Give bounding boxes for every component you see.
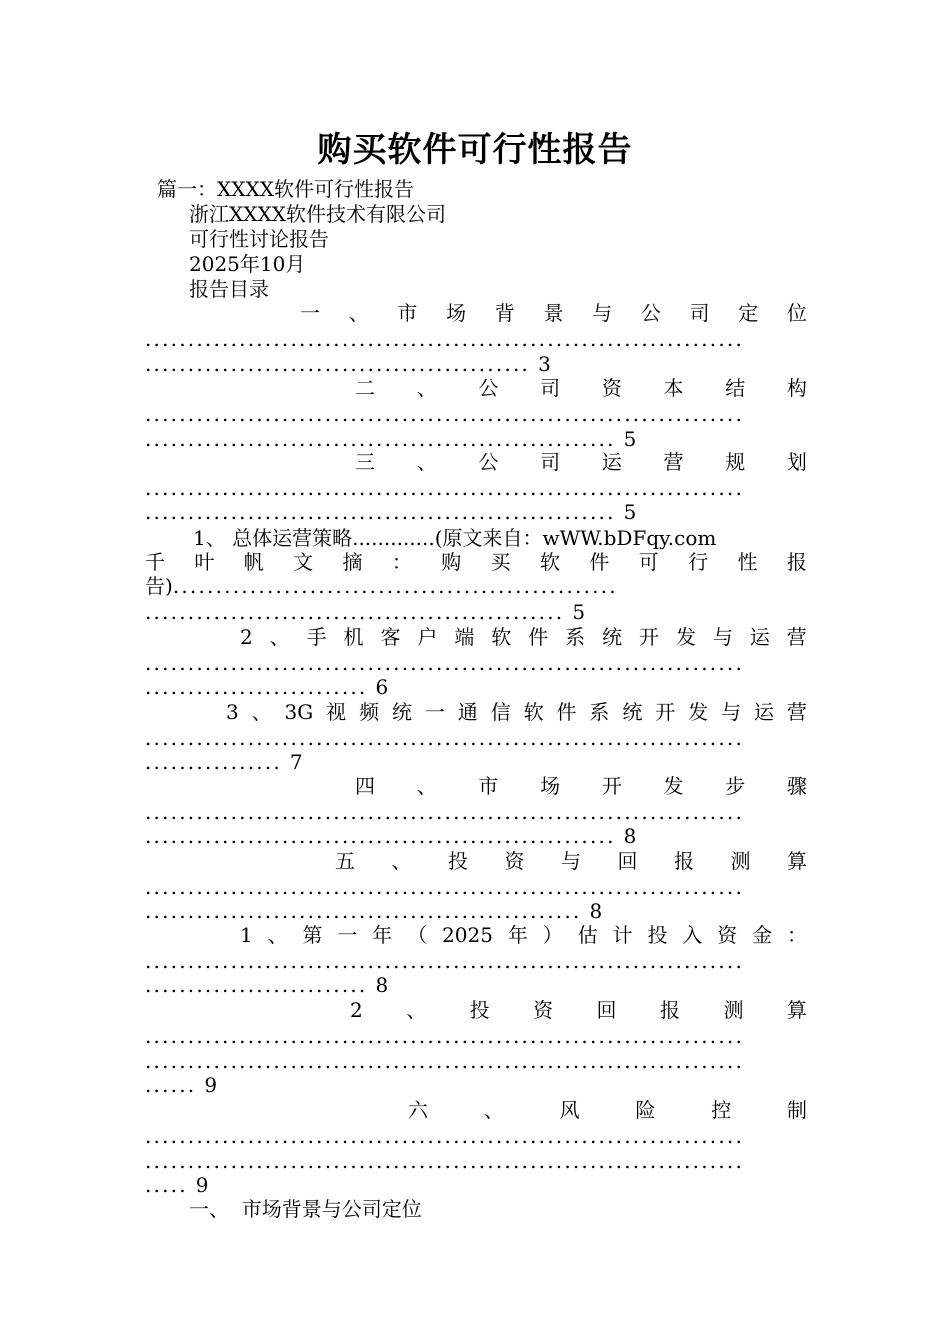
toc-title-glyph: 景	[543, 301, 564, 325]
toc-title-glyph: 件	[528, 625, 549, 649]
toc-title-glyph: 入	[682, 923, 703, 947]
toc-leader-dots: ............................................. 3	[145, 352, 551, 376]
toc-title-glyph: 运	[753, 700, 774, 724]
toc-title-glyph: 测	[723, 998, 744, 1022]
toc-title-glyph: 软	[491, 625, 512, 649]
toc-title-glyph: 发	[688, 700, 709, 724]
toc-leader-dots: ......................................................................	[145, 1149, 745, 1173]
toc-title-glyph: 发	[675, 625, 696, 649]
toc-title-glyph: 一	[424, 700, 445, 724]
toc-title-glyph: 2025	[442, 923, 493, 947]
toc-title-glyph: 、	[416, 450, 437, 474]
toc-title-glyph: 与	[721, 700, 742, 724]
toc-leader-dots: ....................................................... 8	[145, 824, 637, 848]
toc-title-glyph: 构	[786, 376, 807, 400]
toc-title-glyph: 行	[688, 550, 709, 574]
toc-leader-dots: ................................................. 5	[145, 600, 586, 624]
toc-title-glyph: 三	[355, 450, 375, 474]
toc-title-glyph: 结	[725, 376, 746, 400]
toc-page-number: 9	[195, 1173, 209, 1197]
toc-title-glyph: 、	[416, 774, 437, 798]
toc-title-glyph: 运	[601, 450, 622, 474]
toc-title-glyph: 司	[540, 376, 561, 400]
toc-title-glyph: 、	[391, 849, 412, 873]
toc-title-glyph: 统	[602, 625, 623, 649]
toc-title-glyph: 公	[478, 450, 499, 474]
toc-title-glyph: 与	[712, 625, 733, 649]
toc-title-glyph: 年	[507, 923, 528, 947]
toc-leader-dots: .......................... 6	[145, 675, 389, 699]
toc-title-glyph: 二	[355, 376, 375, 400]
toc-title-glyph: 软	[540, 550, 560, 574]
toc-leader-dots: ...... 9	[145, 1073, 218, 1097]
toc-title-glyph: 金	[752, 923, 773, 947]
toc-title-glyph: 定	[738, 301, 759, 325]
toc-title-glyph: 系	[565, 625, 586, 649]
toc-leader-dots: ......................................................................	[145, 875, 745, 899]
toc-entry-tail	[145, 573, 807, 599]
toc-leader-dots: ......................................................................	[145, 1049, 745, 1073]
toc-title-glyph: 步	[725, 774, 746, 798]
toc-title-glyph: 买	[490, 550, 511, 574]
toc-title-glyph: 风	[559, 1098, 580, 1122]
toc-title-glyph: 与	[561, 849, 581, 873]
toc-title-glyph: ：	[787, 923, 807, 947]
toc-title-glyph: ：	[391, 550, 412, 574]
toc-title-glyph: 客	[380, 625, 401, 649]
toc-title-glyph: 划	[786, 450, 807, 474]
toc-title-glyph: 营	[663, 450, 684, 474]
section-heading: 一、 市场背景与公司定位	[189, 1197, 422, 1221]
toc-entry-title	[145, 549, 807, 575]
toc-title-glyph: （	[407, 923, 428, 947]
toc-leader-dots: ......................................................................	[145, 1124, 745, 1148]
toc-leader-dots: ......................................................................	[145, 800, 745, 824]
toc-title-glyph: 报	[660, 998, 680, 1022]
toc-title-glyph: 开	[639, 625, 660, 649]
toc-entry-title	[240, 624, 807, 650]
toc-title-glyph: 资	[601, 376, 622, 400]
toc-entry-tail-text: 告)	[145, 574, 173, 598]
toc-title-glyph: 司	[540, 450, 561, 474]
toc-title-glyph: 手	[306, 625, 327, 649]
toc-title-glyph: 购	[441, 550, 462, 574]
intro-line: 2025年10月	[189, 252, 306, 276]
toc-leader-dots: ......................................................................	[145, 1024, 745, 1048]
toc-page-number: 5	[623, 427, 637, 451]
toc-leader-dots: ......................................................................	[145, 402, 745, 426]
toc-title-glyph: 软	[523, 700, 544, 724]
toc-title-glyph: 千	[145, 550, 165, 574]
toc-title-glyph: 营	[786, 700, 807, 724]
toc-page-number: 8	[375, 973, 389, 997]
toc-title-glyph: 件	[589, 550, 610, 574]
toc-title-glyph: 六	[408, 1098, 428, 1122]
toc-title-glyph: 营	[786, 625, 807, 649]
toc-title-glyph: 与	[592, 301, 613, 325]
toc-title-glyph: 端	[454, 625, 475, 649]
toc-title-glyph: 性	[737, 550, 758, 574]
toc-title-glyph: 四	[355, 774, 375, 798]
toc-leader-dots: .......................... 8	[145, 973, 389, 997]
toc-title-glyph: 投	[448, 849, 468, 873]
toc-leader-dots: ................ 7	[145, 750, 303, 774]
toc-leader-dots: ................................................... 8	[145, 899, 603, 923]
toc-title-glyph: 公	[478, 376, 499, 400]
toc-title-glyph: 运	[749, 625, 770, 649]
toc-title-glyph: 司	[689, 301, 710, 325]
toc-entry-title	[226, 699, 807, 725]
toc-title-glyph: 统	[391, 700, 412, 724]
toc-title-glyph: 2	[350, 998, 363, 1022]
toc-title-glyph: 资	[533, 998, 554, 1022]
toc-title-glyph: 发	[663, 774, 684, 798]
toc-page-number: 8	[589, 899, 603, 923]
toc-page-number: 8	[623, 824, 637, 848]
toc-title-glyph: 报	[674, 849, 694, 873]
toc-title-glyph: 3G	[284, 700, 314, 724]
toc-title-glyph: 统	[622, 700, 643, 724]
toc-title-glyph: 、	[483, 1098, 504, 1122]
toc-title-glyph: 1	[240, 923, 253, 947]
toc-leader-dots: ....................................................... 5	[145, 500, 637, 524]
toc-title-glyph: 控	[711, 1098, 732, 1122]
toc-title-glyph: 帆	[243, 550, 264, 574]
intro-line: 篇一：XXXX软件可行性报告	[157, 177, 414, 201]
toc-entry-lead: 1、 总体运营策略.............(原文来自：wWW.bDFqy.com	[193, 526, 717, 550]
toc-title-glyph: 报	[786, 550, 807, 574]
toc-title-glyph: 第	[302, 923, 323, 947]
toc-title-glyph: 一	[337, 923, 358, 947]
toc-title-glyph: 2	[240, 625, 253, 649]
toc-page-number: 9	[204, 1073, 218, 1097]
toc-title-glyph: 视	[326, 700, 347, 724]
toc-title-glyph: 系	[589, 700, 610, 724]
toc-title-glyph: 叶	[194, 550, 215, 574]
toc-title-glyph: 计	[612, 923, 633, 947]
toc-page-number: 7	[289, 750, 303, 774]
toc-title-glyph: 投	[469, 998, 490, 1022]
toc-leader-dots: ..... 9	[145, 1173, 209, 1197]
toc-leader-dots: ......................................................................	[145, 949, 745, 973]
toc-title-glyph: 位	[786, 301, 807, 325]
toc-title-glyph: 、	[267, 923, 288, 947]
toc-title-glyph: 频	[359, 700, 380, 724]
toc-title-glyph: 回	[617, 849, 638, 873]
toc-leader-dots: ......................................................................	[145, 651, 745, 675]
toc-title-glyph: 制	[786, 1098, 807, 1122]
toc-title-glyph: 骤	[786, 774, 807, 798]
toc-title-glyph: 一	[300, 301, 320, 325]
toc-leader-dots: ....................................................... 5	[145, 427, 637, 451]
toc-title-glyph: ）	[542, 923, 563, 947]
toc-page-number: 6	[375, 675, 389, 699]
toc-title-glyph: 年	[372, 923, 393, 947]
toc-title-glyph: 规	[725, 450, 746, 474]
toc-entry-title	[300, 300, 807, 326]
toc-title-glyph: 算	[787, 849, 807, 873]
toc-page-number: 5	[572, 600, 586, 624]
toc-entry-title	[408, 1097, 807, 1123]
toc-title-glyph: 可	[638, 550, 659, 574]
toc-title-glyph: 文	[293, 550, 314, 574]
toc-title-glyph: 摘	[342, 550, 363, 574]
toc-title-glyph: 资	[717, 923, 738, 947]
toc-title-glyph: 背	[494, 301, 515, 325]
toc-title-glyph: 测	[730, 849, 751, 873]
toc-leader-dots: ......................................................................	[145, 476, 745, 500]
toc-title-glyph: 、	[406, 998, 427, 1022]
toc-title-glyph: 、	[416, 376, 437, 400]
toc-entry-title	[355, 773, 807, 799]
toc-title-glyph: 场	[540, 774, 561, 798]
toc-title-glyph: 投	[647, 923, 668, 947]
toc-entry-title	[240, 922, 807, 948]
toc-entry-title	[350, 997, 807, 1023]
toc-title-glyph: 3	[226, 700, 239, 724]
toc-leader-dots: ....................................................	[172, 574, 618, 598]
toc-title-glyph: 回	[596, 998, 617, 1022]
toc-title-glyph: 公	[640, 301, 661, 325]
toc-title-glyph: 场	[446, 301, 467, 325]
toc-title-glyph: 、	[251, 700, 272, 724]
toc-page-number: 3	[538, 352, 551, 376]
toc-title-glyph: 信	[490, 700, 511, 724]
toc-leader-dots: ......................................................................	[145, 726, 745, 750]
toc-title-glyph: 件	[556, 700, 577, 724]
toc-title-glyph: 、	[348, 301, 369, 325]
toc-title-glyph: 估	[577, 923, 598, 947]
toc-entry-title	[355, 375, 807, 401]
toc-entry-title	[335, 848, 807, 874]
toc-page-number: 5	[623, 500, 637, 524]
intro-line: 可行性讨论报告	[189, 227, 329, 251]
toc-title-glyph: 开	[655, 700, 676, 724]
toc-title-glyph: 开	[601, 774, 622, 798]
toc-leader-dots: ......................................................................	[145, 327, 745, 351]
document-title: 购买软件可行性报告	[317, 130, 633, 170]
toc-title-glyph: 险	[635, 1098, 656, 1122]
toc-title-glyph: 资	[504, 849, 525, 873]
toc-title-glyph: 机	[343, 625, 364, 649]
toc-title-glyph: 市	[397, 301, 418, 325]
intro-line: 报告目录	[189, 277, 269, 301]
toc-title-glyph: 本	[663, 376, 684, 400]
toc-entry-title	[355, 449, 807, 475]
intro-line: 浙江XXXX软件技术有限公司	[189, 202, 446, 226]
toc-title-glyph: 户	[417, 625, 438, 649]
toc-title-glyph: 五	[335, 849, 355, 873]
toc-title-glyph: 市	[478, 774, 499, 798]
toc-title-glyph: 、	[269, 625, 290, 649]
toc-title-glyph: 通	[457, 700, 478, 724]
toc-title-glyph: 算	[786, 998, 807, 1022]
